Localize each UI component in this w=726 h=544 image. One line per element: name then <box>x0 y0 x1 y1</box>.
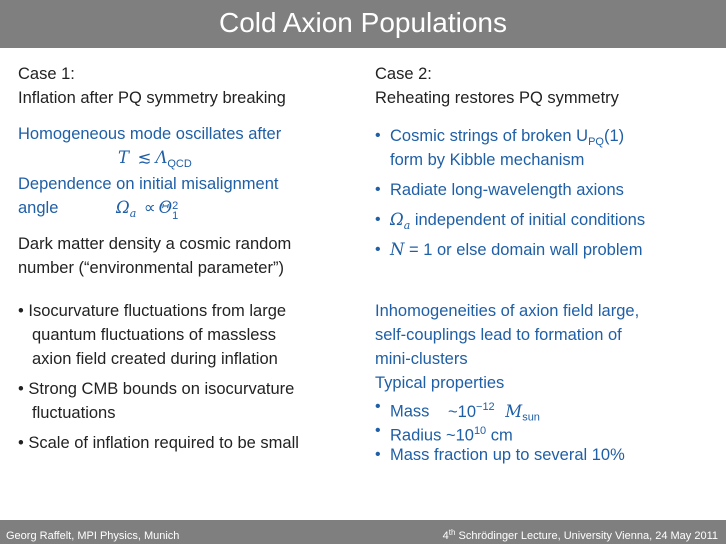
case2-mass-fraction: Mass fraction up to several 10% <box>390 446 625 464</box>
case1-dependence-line: Dependence on initial misalignment <box>18 175 279 193</box>
omega-symbol: Ω <box>116 198 130 217</box>
footer-event <box>443 529 718 543</box>
case2-inhom-line1: Inhomogeneities of axion field large, <box>375 302 640 320</box>
case2-inhom-line3: mini-clusters <box>375 350 468 368</box>
mass-M: M <box>505 401 523 421</box>
case2-bullet1-line2: form by Kibble mechanism <box>390 151 585 169</box>
cosmic-strings-text: Cosmic strings of broken U <box>390 127 589 145</box>
theta-supsub <box>172 201 178 221</box>
case1-bullet1-line3: axion field created during inflation <box>32 350 278 368</box>
n-symbol: N <box>390 240 405 259</box>
radius-label: Radius ~10 <box>390 426 474 445</box>
case2-inhom-line2: self-couplings lead to formation of <box>375 326 622 344</box>
case1-heading: Case 1: <box>18 65 75 83</box>
domain-wall-text: or else domain wall problem <box>432 241 643 259</box>
case1-bullet2-line2: fluctuations <box>32 404 116 422</box>
case2-subheading: Reheating restores PQ symmetry <box>375 89 619 107</box>
case1-bullet1-line2: quantum fluctuations of massless <box>32 326 276 344</box>
theta-symbol: Θ <box>158 198 173 217</box>
case2-typical-properties: Typical properties <box>375 374 505 392</box>
case2-bullet-dot-1: • <box>375 127 381 144</box>
mass-sun: sun <box>522 411 540 424</box>
case2-bullet-dot-6: • <box>375 422 381 439</box>
formula-qcd: QCD <box>167 158 192 170</box>
omega-subscript-2: a <box>403 219 411 232</box>
footer-event-number: 4 <box>442 530 449 542</box>
case1-bullet1-line1: • Isocurvature fluctuations from large <box>18 302 287 320</box>
case1-omega-formula <box>116 196 178 226</box>
case1-dm-line2: number (“environmental parameter”) <box>18 259 284 277</box>
case1-bullet3: • Scale of inflation required to be small <box>18 434 299 452</box>
radius-exponent: 10 <box>473 425 487 437</box>
omega-subscript: a <box>129 207 137 220</box>
case1-subheading: Inflation after PQ symmetry breaking <box>18 89 286 107</box>
case2-bullet-dot-5: • <box>375 398 381 415</box>
case2-bullet4 <box>390 238 642 262</box>
case2-bullet2: Radiate long-wavelength axions <box>390 181 624 199</box>
case1-bullet2-line1: • Strong CMB bounds on isocurvature <box>18 380 295 398</box>
theta-sup: 2 <box>172 200 179 212</box>
case2-bullet-dot-7: • <box>375 446 381 463</box>
mass-exponent: −12 <box>476 401 495 413</box>
footer-event-sup: th <box>448 528 456 537</box>
mass-approx: ~10 <box>448 402 477 421</box>
case1-dependence-angle: angle <box>18 199 59 217</box>
footer-event-rest: Schrödinger Lecture, University Vienna, 24 May 2011 <box>455 530 718 542</box>
mass-label: Mass <box>390 402 430 421</box>
case2-bullet3 <box>390 208 645 238</box>
formula-T: T <box>118 148 130 167</box>
case2-bullet-dot-2: • <box>375 181 381 198</box>
case2-heading: Case 2: <box>375 65 432 83</box>
upq-subscript: PQ <box>588 136 604 148</box>
formula-lambda: Λ <box>155 148 168 167</box>
theta-sub: 1 <box>172 210 179 222</box>
n-equals: = 1 <box>404 241 433 259</box>
formula-lesssim: ≲ <box>137 149 152 167</box>
independent-text: independent of initial conditions <box>410 211 646 229</box>
footer-author: Georg Raffelt, MPI Physics, Munich <box>6 530 180 542</box>
case2-bullet-dot-4: • <box>375 241 381 258</box>
upq-tail: (1) <box>603 127 625 145</box>
case2-bullet-dot-3: • <box>375 211 381 228</box>
radius-unit: cm <box>486 426 513 445</box>
omega-symbol-2: Ω <box>390 210 404 229</box>
propto-symbol: ∝ <box>143 199 156 217</box>
case1-dm-line1: Dark matter density a cosmic random <box>18 235 292 253</box>
case1-homogeneous-line: Homogeneous mode oscillates after <box>18 125 282 143</box>
slide-title: Cold Axion Populations <box>219 7 507 38</box>
